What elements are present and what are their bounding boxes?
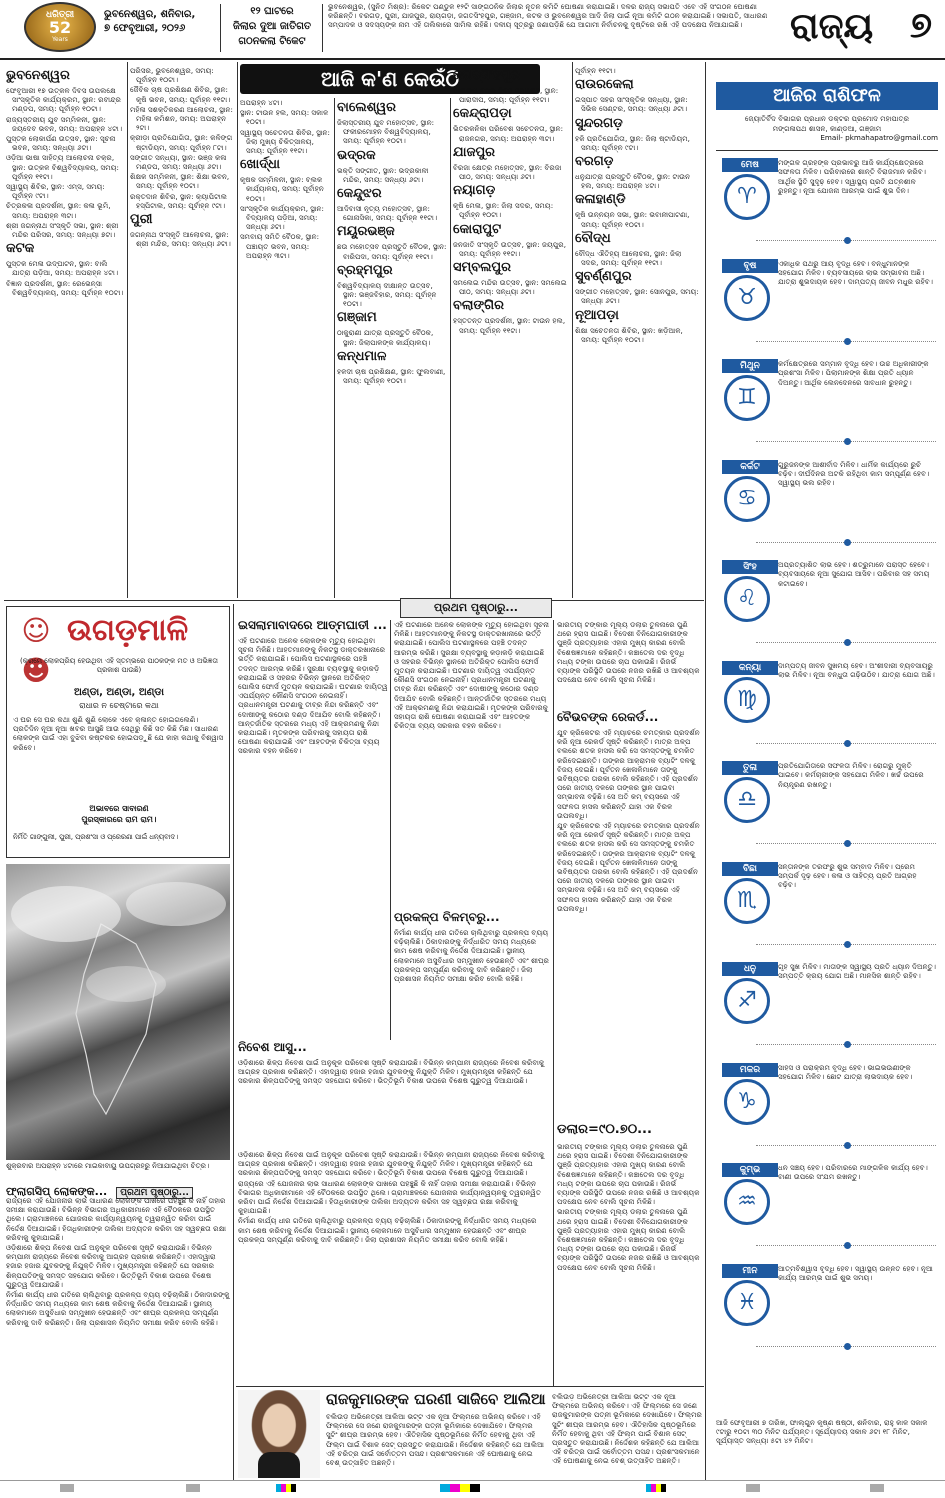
rashi-text: କର୍ମକ୍ଷେତ୍ରରେ ସମ୍ମାନ ବୃଦ୍ଧି ହେବ। ଉଚ୍ଚ ଅଧିକାରୀଙ୍କ ପ୍ରଶଂସା ମିଳିବ। ପିଲାମାନଙ୍କ ଶିକ୍ଷା ପ୍ରତି ଧ୍ୟାନ ଦିଅନ୍ତୁ। ଆର୍ଥିକ ଲେନଦେନରେ ସାବଧାନ ରୁହନ୍ତୁ।	[778, 359, 929, 387]
astrologer-info: ଜ୍ୟୋତିର୍ବିଦ ବିଭାଗର ପ୍ରଧାନ ଡକ୍ଟର ପ୍ରମୋଦ ମହାପାତ୍ର ମଙ୍ଗଳାପଥ ଶାସନ, କାଣ୍ଡଆ, ଗଞ୍ଜାମ Email- pkmahapatro@gmail.com	[744, 114, 938, 143]
events-col-2	[130, 66, 234, 596]
events-col-6	[575, 66, 699, 596]
ugadmali-box	[6, 606, 230, 858]
event-city-heading: ଭୁବନେଶ୍ୱର	[6, 68, 70, 83]
rashi-text: ସାହସ ଓ ପରାକ୍ରମ ବୃଦ୍ଧି ହେବ। ଭାଇଭଉଣୀଙ୍କ ସହଯୋଗ ମିଳିବ। ଛୋଟ ଯାତ୍ରା ଲାଭଦାୟକ ହେବ।	[778, 1062, 913, 1081]
ugadmali-signoff: ଅଭାବରେ ସାବାରଣ ପୁରସ୍କାରରେ ରାମ ରାମ।	[81, 804, 157, 824]
zodiac-icon: ♐	[724, 978, 770, 1024]
story-7-title: ରାଜକୁମାରଙ୍କ ଘରଣୀ ସାଜିବେ ଆଲିଆ	[326, 1390, 546, 1408]
event-city-heading: ସୁନ୍ଦରଗଡ଼	[575, 115, 623, 131]
event-item: ଜନଜାତି ସଂସ୍କୃତି ଉତ୍ସବ, ସ୍ଥାନ: ଜୟପୁର, ସମୟ: ପୂର୍ବାହ୍ନ ୧୧ଟା।	[453, 239, 567, 258]
rashi-name: ବିଛା	[722, 862, 778, 876]
event-item: କ୍ରୀଡ଼ା ପ୍ରତିଯୋଗିତା, ସ୍ଥାନ: କଳିଙ୍ଗ ଷ୍ଟାଡିୟମ, ସମୟ: ପୂର୍ବାହ୍ନ ୮ଟା।	[130, 133, 233, 152]
panjika: ଆଜି ଫେବୃଆରୀ ୭ ତାରିଖ, ଫାଲ୍ଗୁନ କୃଷ୍ଣ ଷଷ୍ଠୀ, ଶନିବାର, ରାହୁ କାଳ ସକାଳ ୯ଟାରୁ ୧୦ଟା ୩୦ ମିନିଟ ପର୍ଯ୍ୟନ୍ତ। ସୂର୍ଯ୍ୟୋଦୟ ସକାଳ ୬ଟା ୧୮ ମିନିଟ, ସୂର୍ଯ୍ୟାସ୍ତ ସନ୍ଧ୍ୟା ୫ଟା ୪୨ ମିନିଟ।	[716, 1418, 928, 1446]
event-item: ପୂର୍ବାହ୍ନ ୧୧ଟା।	[575, 66, 616, 75]
rashi-text: ଦାମ୍ପତ୍ୟ ଜୀବନ ସୁଖମୟ ହେବ। ଅଂଶୀଦାରୀ ବ୍ୟବସାୟରୁ ଲାଭ ମିଳିବ। ନୂଆ ବନ୍ଧୁତା ଗଢ଼ିଉଠିବ। ଯାତ୍ରା ଯୋଗ ଅଛି।	[778, 660, 935, 679]
page-number: ୭	[909, 5, 932, 46]
event-city-heading: ବରଗଡ଼	[575, 154, 614, 170]
event-item: କୃଷକ ସମ୍ମିଳନୀ, ସ୍ଥାନ: ବ୍ଲକ କାର୍ଯ୍ୟାଳୟ, ସମୟ: ପୂର୍ବାହ୍ନ ୧୦ଟା।	[240, 175, 324, 203]
masthead	[0, 0, 945, 60]
event-city-heading: ଯାଜପୁର	[453, 144, 496, 160]
rashi-name: ମକର	[722, 1063, 778, 1077]
story-1-tail: ଭାରତୀୟ ଟଙ୍କାର ମୂଲ୍ୟ ଡଲାର ତୁଳନାରେ ପୁଣି ଥରେ ହ୍ରାସ ପାଇଛି। ବିଦେଶୀ ବିନିଯୋଗକାରୀଙ୍କ ପୁଞ୍ଜି ପ୍ରତ୍ୟାହାର ଏହାର ମୁଖ୍ୟ କାରଣ ବୋଲି ବିଶେଷଜ୍ଞମାନେ କହିଛନ୍ତି। କଞ୍ଚାତେଲ ଦର ବୃଦ୍ଧି ମଧ୍ୟ ଟଙ୍କା ଉପରେ ଚାପ ପକାଉଛି। ରିଜର୍ଭ ବ୍ୟାଙ୍କ ପରିସ୍ଥିତି ଉପରେ ନଜର ରଖିଛି ଓ ଆବଶ୍ୟକ ପଦକ୍ଷେପ ନେବ ବୋଲି ସୂଚନା ମିଳିଛି।	[557, 620, 700, 685]
story-5-title: ବୈଭବଙ୍କ ରେକର୍ଡ...	[557, 710, 659, 724]
rashi-text: ଗୁରୁଜନଙ୍କ ଆଶୀର୍ବାଦ ମିଳିବ। ଧାର୍ମିକ କାର୍ଯ୍ୟରେ ରୁଚି ବଢ଼ିବ। ଦୀର୍ଘଦିନର ଅଟକି ରହିଥିବା କାମ ସମ୍ପୂର୍ଣ୍ଣ ହେବ। ସ୍ୱାସ୍ଥ୍ୟ ଭଲ ରହିବ।	[778, 459, 930, 488]
zodiac-icon: ♓	[724, 1280, 770, 1326]
event-item: ସମଲେଇ ମନ୍ଦିର ଉତ୍ସବ, ସ୍ଥାନ: ସମଲେଇ ପୀଠ, ସମୟ: ସନ୍ଧ୍ୟା ୬ଟା।	[453, 278, 567, 297]
event-item: ହଳଦୀ ଚାଷ ପ୍ରଶିକ୍ଷଣ, ସ୍ଥାନ: ଫୁଲବାଣୀ, ସମୟ: ପୂର୍ବାହ୍ନ ୧୦ଟା।	[337, 366, 446, 386]
zodiac-icon: ♏	[724, 878, 770, 924]
story-6-title: ଡଲାର=୯୦.୭୦...	[557, 1122, 652, 1137]
rashi-separator	[756, 944, 936, 946]
event-item: ହସ୍ତତନ୍ତ ପ୍ରଦର୍ଶନୀ, ସ୍ଥାନ: ଟାଉନ ହଲ, ସମୟ: ପୂର୍ବାହ୍ନ ୧୧ଟା।	[453, 316, 566, 335]
rashi-separator	[756, 441, 936, 443]
rashi-name: ମେଷ	[722, 158, 778, 172]
ugadmali-subhead: ରାଧାର ନ ଚେଷ୍ଟାରେ କଥା	[79, 701, 159, 710]
rashi-text: ଅପ୍ରତ୍ୟାଶିତ ଲାଭ ହେବ। ଶତ୍ରୁମାନେ ପରାସ୍ତ ହେବେ। ବ୍ୟବସାୟରେ ନୂଆ ସୁଯୋଗ ଆସିବ। ପରିବାର ସହ ସମୟ କଟାଇବେ।	[778, 560, 930, 588]
rashi-item	[716, 357, 938, 445]
rashi-separator	[756, 743, 936, 745]
satellite-caption: ଶୁକ୍ରବାର ଅପରାହ୍ନ ୪ଟାରେ ମାଇକାବାୟୁ ଉପଗ୍ରହରୁ ନିଆଯାଇଥିବା ଚିତ୍ର।	[6, 1162, 210, 1170]
events-banner: ଆଜି କ'ଣ କେଉଁଠି	[240, 64, 540, 94]
rashi-separator	[756, 240, 936, 242]
event-city-heading: କେନ୍ଦୁଝର	[337, 186, 382, 202]
event-item: ମହିଳା ସଶକ୍ତିକରଣ ଆଲୋଚନା, ସ୍ଥାନ: ମହିଳା କମିଶନ, ସମୟ: ଅପରାହ୍ନ ୨ଟା।	[130, 104, 233, 133]
event-city-heading: ଜଗତ୍‌ସିଂହପୁର	[453, 68, 521, 83]
event-city-heading: କଟକ	[6, 241, 35, 257]
event-city-heading: ପୁରୀ	[130, 212, 153, 228]
rashi-item	[716, 659, 938, 747]
event-city-heading: ରାଉରକେଲା	[575, 77, 634, 93]
rashi-item	[716, 558, 938, 646]
story-2-body: ରାଜ୍ୟରେ ଏହି ଯୋଜନାର ଲାଭ ସାଧାରଣ ଲୋକଙ୍କ ପାଖରେ ପହଞ୍ଚୁଛି କି ନାହିଁ ତାହାର ସମୀକ୍ଷା କରାଯାଉଛି। ବିଭିନ୍ନ ବିଭାଗର ଅଧିକାରୀମାନେ ଏହି ବୈଠକରେ ଉପସ୍ଥିତ ଥିଲେ। ଗ୍ରାମାଞ୍ଚଳରେ ଯୋଜନାର କାର୍ଯ୍ୟାନ୍ୱୟନକୁ ତ୍ୱରାନ୍ୱିତ କରିବା ପାଇଁ ନିର୍ଦ୍ଦେଶ ଦିଆଯାଇଛି। ହିତାଧିକାରୀଙ୍କ ତାଲିକା ଅଦ୍ୟତନ କରିବା ସହ ସ୍ୱଚ୍ଛତା ରକ୍ଷା କରିବାକୁ କୁହାଯାଇଛି। ଓଡ଼ିଶାରେ ଶିଳ୍ପ ନିବେଶ ପାଇଁ ଅନୁକୂଳ ପରିବେଶ ସୃଷ୍ଟି କରାଯାଉଛି। ବିଭିନ୍ନ କମ୍ପାନୀ ରାଜ୍ୟରେ ନିବେଶ କରିବାକୁ ଆଗ୍ରହ ପ୍ରକାଶ କରିଛନ୍ତି। ଏହାଦ୍ୱାରା ହଜାର ହଜାର ଯୁବକଙ୍କୁ ନିଯୁକ୍ତି ମିଳିବ। ମୁଖ୍ୟମନ୍ତ୍ରୀ କହିଛନ୍ତି ଯେ ସରକାର ଶିଳ୍ପପତିଙ୍କୁ ସମସ୍ତ ସହଯୋଗ କରିବେ। ଭିତ୍ତିଭୂମି ବିକାଶ ଉପରେ ବିଶେଷ ଗୁରୁତ୍ୱ ଦିଆଯାଉଛି। ନିର୍ମାଣ କାର୍ଯ୍ୟ ଧୀର ଗତିରେ ଚାଲିଥିବାରୁ ପ୍ରକଳ୍ପ ବ୍ୟୟ ବଢ଼ିଚାଲିଛି। ଠିକାଦାରଙ୍କୁ ନିର୍ଦ୍ଧାରିତ ସମୟ ମଧ୍ୟରେ କାମ ଶେଷ କରିବାକୁ ନିର୍ଦ୍ଦେଶ ଦିଆଯାଇଛି। ସ୍ଥାନୀୟ ଲୋକମାନେ ଅସୁବିଧାର ସମ୍ମୁଖୀନ ହେଉଛନ୍ତି ଏବଂ ଶୀଘ୍ର ପ୍ରକଳ୍ପ ସମ୍ପୂର୍ଣ୍ଣ କରିବାକୁ ଦାବି କରିଛନ୍ତି। ଜିଲା ପ୍ରଶାସନ ନିୟମିତ ସମୀକ୍ଷା କରିବ ବୋଲି କହିଛି।	[6, 1196, 230, 1327]
event-item: ଫେବୃଆରୀ ୧୭ ଉତ୍କଳ ଦିବସ ଉପଲକ୍ଷେ ସାଂସ୍କୃତିକ କାର୍ଯ୍ୟକ୍ରମ, ସ୍ଥାନ: ରବୀନ୍ଦ୍ର ମଣ୍ଡପ, ସମୟ: ପୂର୍ବାହ୍ନ ୧୦ଟା।	[6, 86, 121, 114]
zodiac-icon: ♌	[724, 576, 770, 622]
event-item: ପରିସର, ଭୁବନେଶ୍ୱର, ସମୟ: ପୂର୍ବାହ୍ନ ୧୦ଟା।	[130, 66, 214, 85]
rashi-separator	[756, 642, 936, 644]
rashi-text: ସନ୍ତାନଙ୍କ ତରଫରୁ ଶୁଭ ସମ୍ବାଦ ମିଳିବ। ପ୍ରେମ ସମ୍ପର୍କ ଦୃଢ଼ ହେବ। କଳା ଓ ସାହିତ୍ୟ ପ୍ରତି ଆଗ୍ରହ ବଢ଼ିବ।	[778, 861, 917, 890]
paper-logo: ଧରିତ୍ରୀ 52 Years	[24, 2, 96, 52]
events-col-4	[337, 98, 447, 596]
rashi-name: କୁମ୍ଭ	[722, 1163, 778, 1177]
rashi-item	[716, 860, 938, 948]
section-title: ରାଜ୍ୟ	[790, 5, 874, 47]
rashi-text: ଗୃହ ସୁଖ ମିଳିବ। ମାତାଙ୍କ ସ୍ୱାସ୍ଥ୍ୟ ପ୍ରତି ଧ୍ୟାନ ଦିଅନ୍ତୁ। ସମ୍ପତ୍ତି କ୍ରୟ ଯୋଗ ଅଛି। ମାନସିକ ଶାନ୍ତି ରହିବ।	[778, 962, 936, 981]
cartoon-faces-icon: ☺☻	[21, 614, 51, 687]
event-item: ରକ୍ତଦାନ ଶିବିର, ସ୍ଥାନ: କ୍ୟାପିଟାଲ ହସ୍ପିଟାଲ, ସମୟ: ପୂର୍ବାହ୍ନ ୯ଟା।	[130, 191, 227, 210]
event-item: ସଙ୍ଗୀତ ମହୋତ୍ସବ, ସ୍ଥାନ: ସୋନପୁର, ସମୟ: ସନ୍ଧ୍ୟା ୬ଟା।	[575, 287, 699, 306]
event-item: ଓଡ଼ିଆ ଭାଷା ସାହିତ୍ୟ ଆଲୋଚନା ଚକ୍ର, ସ୍ଥାନ: ଉତ୍କଳ ବିଶ୍ୱବିଦ୍ୟାଳୟ, ସମୟ: ପୂର୍ବାହ୍ନ ୧୧ଟା।	[6, 153, 119, 181]
event-item: ଚିତ୍ରକଳା ପ୍ରଦର୍ଶନୀ, ସ୍ଥାନ: କଳା ଭୂମି, ସମୟ: ଅପରାହ୍ନ ୩ଟା।	[6, 201, 111, 220]
event-city-heading: ନୂଆପଡ଼ା	[575, 307, 619, 323]
events-col-1	[6, 66, 124, 596]
event-item: ଇସ୍ପାତ ସହର ସାଂସ୍କୃତିକ ସନ୍ଧ୍ୟା, ସ୍ଥାନ: ସିଭିକ ସେଣ୍ଟର, ସମୟ: ସନ୍ଧ୍ୟା ୬ଟା।	[575, 95, 688, 114]
event-item: ଛଉ ମହୋତ୍ସବ ପ୍ରସ୍ତୁତି ବୈଠକ, ସ୍ଥାନ: ବାରିପଦା, ସମୟ: ପୂର୍ବାହ୍ନ ୧୧ଟା।	[337, 242, 447, 261]
event-city-heading: ସୁବର୍ଣ୍ଣପୁର	[575, 269, 632, 285]
event-item: ସ୍ୱାସ୍ଥ୍ୟ ସଚେତନତା ଶିବିର, ସ୍ଥାନ: ଜିଲା ମୁଖ୍ୟ ଚିକିତ୍ସାଳୟ, ସମୟ: ପୂର୍ବାହ୍ନ ୧୧ଟା।	[240, 127, 330, 156]
top-story: ଭୁବନେଶ୍ୱର, (ସୁନିତ ମିଶ୍ର): ରିକେଟ ପଣ୍ଡୁଳ ୧୨ଟି ସାଙ୍ଗଠନିକ ଜିଲାର ନୂତନ କମିଟି ଘୋଷଣା କରାଯାଇଛି। ଦଳର ରାଜ୍ୟ ସଭାପତି ଏବେ ଏହି ସଂଗଠନ ଘୋଷଣା କରିଛନ୍ତି। ବରଗଡ଼, ପୁରୀ, ଯାଜପୁର, ରାୟଗଡ଼ା, ଜଗତସିଂହପୁର, ଗଞ୍ଜାମ, କଟକ ଓ ଭୁବନେଶ୍ୱର ଆଦି ଜିଲା ପାଇଁ ନୂଆ କମିଟି ଗଠନ କରାଯାଇଛି। ସଭାପତି, ସାଧାରଣ ସମ୍ପାଦକ ଓ ସଦସ୍ୟଙ୍କ ନାମ ଏହି ତାଲିକାରେ ସାମିଲ ରହିଛି। ଦଳୀୟ ସୂତ୍ରରୁ ଜଣାପଡ଼ିଛି ଯେ ଆଗାମୀ ନିର୍ବାଚନକୁ ଦୃଷ୍ଟିରେ ରଖି ଏହି ପଦକ୍ଷେପ ନିଆଯାଇଛି।	[328, 2, 768, 30]
rashi-text: ମଙ୍ଗଳ ଗ୍ରହଙ୍କ ପ୍ରଭାବରୁ ଆଜି କାର୍ଯ୍ୟକ୍ଷେତ୍ରରେ ସଫଳତା ମିଳିବ। ପରିବାରରେ ଶାନ୍ତି ବିରାଜମାନ କରିବ। ଆର୍ଥିକ ସ୍ଥିତି ସୁଦୃଢ଼ ହେବ। ସ୍ୱାସ୍ଥ୍ୟ ପ୍ରତି ଯତ୍ନଶୀଳ ରୁହନ୍ତୁ। ନୂଆ ଯୋଜନା ଆରମ୍ଭ ପାଇଁ ଶୁଭ ଦିନ।	[778, 158, 926, 196]
rashi-item	[716, 759, 938, 847]
event-city-heading: ଖୋର୍ଦ୍ଧା	[240, 157, 280, 173]
event-item: ଶ୍ରୀ ଜଗନ୍ନାଥ ସଂସ୍କୃତି ସଭା, ସ୍ଥାନ: ଶ୍ରୀ ମନ୍ଦିର ପରିସର, ସମୟ: ସନ୍ଧ୍ୟା ୭ଟା।	[6, 220, 119, 240]
rashi-text: ପ୍ରତିଯୋଗିତାରେ ସଫଳତା ମିଳିବ। ରୋଗରୁ ମୁକ୍ତି ପାଇବେ। କର୍ମଚାରୀଙ୍କ ସହଯୋଗ ମିଳିବ। ଖର୍ଚ୍ଚ ଉପରେ ନିୟନ୍ତ୍ରଣ ରଖନ୍ତୁ।	[778, 761, 924, 789]
rashi-name: ଧନୁ	[722, 962, 778, 976]
rashi-separator	[756, 1346, 936, 1348]
rashi-text: ଏକାଧିକ ପଥରୁ ଆୟ ବୃଦ୍ଧି ହେବ। ବନ୍ଧୁମାନଙ୍କ ସହଯୋଗ ମିଳିବ। ବ୍ୟବସାୟରେ ଲାଭ ସମ୍ଭାବନା ଅଛି। ଯାତ୍ରା ଶୁଭଦାୟକ ହେବ। ଦାମ୍ପତ୍ୟ ଜୀବନ ମଧୁର ରହିବ।	[778, 258, 933, 287]
story-7-body-cont: ବଲିଉଡ଼ ଅଭିନେତ୍ରୀ ଆଲିଆ ଭଟ୍ଟ ଏକ ନୂଆ ଫିଲ୍ମରେ ଅଭିନୟ କରିବେ। ଏହି ଫିଲ୍ମରେ ସେ ଜଣେ ରାଜକୁମାରଙ୍କ ପତ୍ନୀ ଭୂମିକାରେ ଦେଖାଯିବେ। ଫିଲ୍ମର ସୁଟିଂ ଶୀଘ୍ର ଆରମ୍ଭ ହେବ। ଐତିହାସିକ ପୃଷ୍ଠଭୂମିରେ ନିର୍ମିତ ହେବାକୁ ଥିବା ଏହି ଫିଲ୍ମ ପାଇଁ ବିଶାଳ ସେଟ୍ ପ୍ରସ୍ତୁତ କରାଯାଉଛି। ନିର୍ଦ୍ଦେଶକ କହିଛନ୍ତି ଯେ ଆଲିଆ ଏହି ଚରିତ୍ର ପାଇଁ ସର୍ବୋତ୍ତମ ପସନ୍ଦ। ପ୍ରଶଂସକମାନେ ଏହି ଘୋଷଣାକୁ ନେଇ ବେଶ୍ ଉତ୍ସାହିତ ଅଛନ୍ତି।	[552, 1392, 702, 1466]
rashi-item	[716, 1262, 938, 1350]
story-1-body-cont: ଏହି ଘଟଣାରେ ଅନେକ ଲୋକଙ୍କ ମୃତ୍ୟୁ ହୋଇଥିବା ସୂଚନା ମିଳିଛି। ଆହତମାନଙ୍କୁ ନିକଟସ୍ଥ ଡାକ୍ତରଖାନାରେ ଭର୍ତ୍ତି କରାଯାଇଛି। ପୋଲିସ ଘଟଣାସ୍ଥଳରେ ପହଞ୍ଚି ତଦନ୍ତ ଆରମ୍ଭ କରିଛି। ସୁରକ୍ଷା ବ୍ୟବସ୍ଥାକୁ କଡ଼ାକଡ଼ି କରାଯାଇଛି ଓ ସହରର ବିଭିନ୍ନ ସ୍ଥାନରେ ଅତିରିକ୍ତ ପୋଲିସ ଫୋର୍ସ ମୁତୟନ କରାଯାଇଛି। ଘଟଣାର ଦାୟିତ୍ୱ ଏପର୍ଯ୍ୟନ୍ତ କୌଣସି ସଂଗଠନ ନେଇନାହିଁ। ପ୍ରଧାନମନ୍ତ୍ରୀ ଘଟଣାକୁ ତୀବ୍ର ନିନ୍ଦା କରିଛନ୍ତି ଏବଂ ଦୋଷୀଙ୍କୁ କଠୋର ଦଣ୍ଡ ଦିଆଯିବ ବୋଲି କହିଛନ୍ତି। ଆନ୍ତର୍ଜାତିକ ସ୍ତରରେ ମଧ୍ୟ ଏହି ଆକ୍ରମଣକୁ ନିନ୍ଦା କରାଯାଇଛି। ମୃତକଙ୍କ ପରିବାରକୁ ସହାୟତା ରାଶି ଘୋଷଣା କରାଯାଇଛି ଏବଂ ଆହତଙ୍କ ଚିକିତ୍ସା ବ୍ୟୟ ସରକାର ବହନ କରିବେ।	[394, 620, 550, 731]
story-2-continued-tag: ପ୍ରଥମ ପୃଷ୍ଠାରୁ...	[116, 1187, 193, 1199]
rashi-item	[716, 960, 938, 1048]
zodiac-icon: ♉	[724, 275, 770, 321]
event-item: କୃଷି ଉନ୍ନୟନ ସଭା, ସ୍ଥାନ: ଭବାନୀପାଟଣା, ସମୟ: ପୂର୍ବାହ୍ନ ୧୦ଟା।	[575, 210, 690, 229]
rashi-name: କନ୍ୟା	[722, 661, 778, 675]
promo-box: ୧୨ ଘାଟରେ ଜିଲାର ଦୁଆ ଜାତିଗତ ଗଠନକଲା ଟିକେଟ	[232, 6, 312, 47]
continued-banner: ପ୍ରଥମ ପୃଷ୍ଠାରୁ...	[400, 598, 552, 618]
event-item: ସ୍ଥାନ: ଟାଉନ ହଲ, ସମୟ: ସକାଳ ୧୦ଟା।	[240, 108, 329, 127]
event-city-heading: ଭଦ୍ରକ	[337, 147, 376, 163]
event-city-heading: କଳାହାଣ୍ଡି	[575, 192, 626, 208]
event-item: କୃଷି ମେଳା, ସ୍ଥାନ: ଜିଲା ସଦର, ସମୟ: ପୂର୍ବାହ୍ନ ୧୦ଟା।	[453, 201, 554, 220]
rashi-name: ତୁଳା	[722, 761, 778, 775]
rashi-separator	[756, 843, 936, 845]
rashi-text: ଧନ ସଞ୍ଚୟ ହେବ। ପରିବାରରେ ମାଙ୍ଗଳିକ କାର୍ଯ୍ୟ ହେବ। ବାଣୀ ଉପରେ ସଂଯମ ରଖନ୍ତୁ।	[778, 1163, 928, 1182]
event-city-heading: ମୟୂରଭଞ୍ଜ	[337, 224, 395, 240]
story-3-title: ପ୍ରକଳ୍ପ ବିଳମ୍ବରୁ...	[394, 910, 500, 924]
event-item: ସଙ୍ଗୀତ ସନ୍ଧ୍ୟା, ସ୍ଥାନ: ଭଞ୍ଜ କଳା ମଣ୍ଡପ, ସମୟ: ସନ୍ଧ୍ୟା ୬ଟା।	[130, 152, 227, 172]
story-1-title: ଇସଲାମାବାଦରେ ଆତ୍ମଘାତୀ ...	[238, 618, 387, 632]
event-item: ସମବାୟ ସମିତି ବୈଠକ, ସ୍ଥାନ: ପଞ୍ଚାୟତ ଭବନ, ସମୟ: ଅପରାହ୍ନ ୩ଟା।	[240, 232, 320, 260]
rashi-separator	[756, 341, 936, 343]
rashi-name: ସିଂହ	[722, 560, 778, 574]
event-item: ବିଶ୍ୱବିଦ୍ୟାଳୟ ଦୀକ୍ଷାନ୍ତ ଉତ୍ସବ, ସ୍ଥାନ: ଭଞ୍ଜବିହାର, ସମୟ: ପୂର୍ବାହ୍ନ ୧୦ଟା।	[337, 280, 437, 309]
zodiac-icon: ♒	[724, 1179, 770, 1225]
zodiac-icon: ♍	[724, 677, 770, 723]
zodiac-icon: ♊	[724, 375, 770, 421]
event-item: ପୁସ୍ତକ ଲୋକାର୍ପଣ ଉତ୍ସବ, ସ୍ଥାନ: ସୂଚନା ଭବନ, ସମୟ: ସନ୍ଧ୍ୟା ୬ଟା।	[6, 134, 116, 153]
event-item: ବିରଜା କ୍ଷେତ୍ର ମହୋତ୍ସବ, ସ୍ଥାନ: ବିରଜା ପୀଠ, ସମୟ: ସନ୍ଧ୍ୟା ୬ଟା।	[453, 162, 562, 182]
events-col-5	[453, 66, 569, 596]
event-item: ପାରାଦୀପ ବନ୍ଦର ଦିବସ ସମାରୋହ, ସ୍ଥାନ: ପାରାଦୀପ, ସମୟ: ପୂର୍ବାହ୍ନ ୧୧ଟା।	[453, 86, 559, 105]
actress-photo	[238, 1390, 320, 1478]
story-5-body: ଯୁବ କ୍ରିକେଟର ଏହି ମ୍ୟାଚରେ ଚମତ୍କାର ପ୍ରଦର୍ଶନ କରି ନୂଆ ରେକର୍ଡ ସୃଷ୍ଟି କରିଛନ୍ତି। ମାତ୍ର ଅଳ୍ପ ବଲରେ ଶତକ ହାସଲ କରି ସେ ସମସ୍ତଙ୍କୁ ଚମକିତ କରିଦେଇଛନ୍ତି। ତାଙ୍କର ଆକ୍ରାମକ ବ୍ୟାଟିଂ ଦଳକୁ ବିଜୟ ଦେଇଛି। ପୂର୍ବତନ ଖେଳାଳିମାନେ ତାଙ୍କୁ ଭବିଷ୍ୟତର ତାରକା ବୋଲି କହିଛନ୍ତି। ଏହି ପ୍ରଦର୍ଶନ ପରେ ଜାତୀୟ ଦଳରେ ତାଙ୍କର ସ୍ଥାନ ପାଇବା ସମ୍ଭାବନା ବଢ଼ିଛି। ସେ ଅତି କମ୍ ବୟସରେ ଏହି ସଫଳତା ହାସଲ କରିଛନ୍ତି ଯାହା ଏକ ବିରଳ ଉପଲବ୍ଧି। ଯୁବ କ୍ରିକେଟର ଏହି ମ୍ୟାଚରେ ଚମତ୍କାର ପ୍ରଦର୍ଶନ କରି ନୂଆ ରେକର୍ଡ ସୃଷ୍ଟି କରିଛନ୍ତି। ମାତ୍ର ଅଳ୍ପ ବଲରେ ଶତକ ହାସଲ କରି ସେ ସମସ୍ତଙ୍କୁ ଚମକିତ କରିଦେଇଛନ୍ତି। ତାଙ୍କର ଆକ୍ରାମକ ବ୍ୟାଟିଂ ଦଳକୁ ବିଜୟ ଦେଇଛି। ପୂର୍ବତନ ଖେଳାଳିମାନେ ତାଙ୍କୁ ଭବିଷ୍ୟତର ତାରକା ବୋଲି କହିଛନ୍ତି। ଏହି ପ୍ରଦର୍ଶନ ପରେ ଜାତୀୟ ଦଳରେ ତାଙ୍କର ସ୍ଥାନ ପାଇବା ସମ୍ଭାବନା ବଢ଼ିଛି। ସେ ଅତି କମ୍ ବୟସରେ ଏହି ସଫଳତା ହାସଲ କରିଛନ୍ତି ଯାହା ଏକ ବିରଳ ଉପଲବ୍ଧି।	[557, 728, 700, 913]
event-item: ସ୍ୱାସ୍ଥ୍ୟ ଶିବିର, ସ୍ଥାନ: ଏମ୍‌ସ, ସମୟ: ପୂର୍ବାହ୍ନ ୯ଟା।	[6, 182, 105, 201]
event-city-heading: କନ୍ଧମାଳ	[337, 348, 387, 364]
event-city-heading: ବ୍ରହ୍ମପୁର	[337, 262, 393, 278]
event-item: ଜିଲାସ୍ତରୀୟ ଯୁବ ମହୋତ୍ସବ, ସ୍ଥାନ: ଫକୀରମୋହନ ବିଶ୍ୱବିଦ୍ୟାଳୟ, ସମୟ: ପୂର୍ବାହ୍ନ ୧୦ଟା।	[337, 118, 435, 146]
story-1-body: ଏହି ଘଟଣାରେ ଅନେକ ଲୋକଙ୍କ ମୃତ୍ୟୁ ହୋଇଥିବା ସୂଚନା ମିଳିଛି। ଆହତମାନଙ୍କୁ ନିକଟସ୍ଥ ଡାକ୍ତରଖାନାରେ ଭର୍ତ୍ତି କରାଯାଇଛି। ପୋଲିସ ଘଟଣାସ୍ଥଳରେ ପହଞ୍ଚି ତଦନ୍ତ ଆରମ୍ଭ କରିଛି। ସୁରକ୍ଷା ବ୍ୟବସ୍ଥାକୁ କଡ଼ାକଡ଼ି କରାଯାଇଛି ଓ ସହରର ବିଭିନ୍ନ ସ୍ଥାନରେ ଅତିରିକ୍ତ ପୋଲିସ ଫୋର୍ସ ମୁତୟନ କରାଯାଇଛି। ଘଟଣାର ଦାୟିତ୍ୱ ଏପର୍ଯ୍ୟନ୍ତ କୌଣସି ସଂଗଠନ ନେଇନାହିଁ। ପ୍ରଧାନମନ୍ତ୍ରୀ ଘଟଣାକୁ ତୀବ୍ର ନିନ୍ଦା କରିଛନ୍ତି ଏବଂ ଦୋଷୀଙ୍କୁ କଠୋର ଦଣ୍ଡ ଦିଆଯିବ ବୋଲି କହିଛନ୍ତି। ଆନ୍ତର୍ଜାତିକ ସ୍ତରରେ ମଧ୍ୟ ଏହି ଆକ୍ରମଣକୁ ନିନ୍ଦା କରାଯାଇଛି। ମୃତକଙ୍କ ପରିବାରକୁ ସହାୟତା ରାଶି ଘୋଷଣା କରାଯାଇଛି ଏବଂ ଆହତଙ୍କ ଚିକିତ୍ସା ବ୍ୟୟ ସରକାର ବହନ କରିବେ।	[238, 636, 388, 756]
event-item: ଧନୁଯାତ୍ରା ପ୍ରସ୍ତୁତି ବୈଠକ, ସ୍ଥାନ: ଟାଉନ ହଲ, ସମୟ: ଅପରାହ୍ନ ୪ଟା।	[575, 172, 691, 191]
event-city-heading: ବୌଦ୍ଧ	[575, 230, 611, 246]
event-item: ରାଜ୍ୟସ୍ତରୀୟ ଯୁବ ସମ୍ମିଳନୀ, ସ୍ଥାନ: ଜୟଦେବ ଭବନ, ସମୟ: ଅପରାହ୍ନ ୪ଟା।	[6, 114, 123, 133]
event-item: ଜଗନ୍ନାଥ ସଂସ୍କୃତି ଆଲୋଚନା, ସ୍ଥାନ: ଶ୍ରୀ ମନ୍ଦିର, ସମୟ: ସନ୍ଧ୍ୟା ୬ଟା।	[130, 230, 231, 249]
event-item: ଅପରାହ୍ନ ୪ଟା।	[240, 98, 283, 107]
rashi-name: କର୍କଟ	[722, 460, 778, 474]
events-col-3	[240, 98, 332, 596]
rashi-item	[716, 156, 938, 244]
rashi-name: ବୃଷ	[722, 259, 778, 273]
event-item: ଆଦିବାସୀ ନୃତ୍ୟ ମହୋତ୍ସବ, ସ୍ଥାନ: ଗୋନାସିକା, ସମୟ: ପୂର୍ବାହ୍ନ ୧୧ଟା।	[337, 204, 438, 223]
event-city-heading: ନୟାଗଡ଼	[453, 183, 496, 199]
ugadmali-footnote: ନିର୍ମିତି ଗାଙ୍ଗୁଲୀ, ପୁରୀ, ପ୍ରଶଂସା ଓ ପ୍ରେରଣା ପାଇଁ ଧନ୍ୟବାଦ।	[13, 833, 179, 841]
rashi-separator	[756, 1044, 936, 1046]
rashi-separator	[756, 1145, 936, 1147]
rashi-item	[716, 1061, 938, 1149]
event-item: ଜୈବିକ ଚାଷ ପ୍ରଶିକ୍ଷଣ ଶିବିର, ସ୍ଥାନ: କୃଷି ଭବନ, ସମୟ: ପୂର୍ବାହ୍ନ ୧୧ଟା।	[130, 85, 231, 104]
rashi-separator	[756, 542, 936, 544]
ugadmali-subtitle: (କ୍ରମେ ଲୋକପ୍ରିୟ ହେଉଥିବା ଏହି ସ୍ତମ୍ଭରେ ପାଠକଙ୍କ ମତ ଓ ଅଭିଜ୍ଞତା ପ୍ରକାଶ ପାଉଛି)	[20, 657, 218, 674]
rashi-name: ମୀନ	[722, 1264, 778, 1278]
event-city-heading: କୋରାପୁଟ	[453, 221, 502, 237]
event-item: ଶିକ୍ଷା ସଚେତନତା ଶିବିର, ସ୍ଥାନ: ଖଡ଼ିଆଳ, ସମୟ: ପୂର୍ବାହ୍ନ ୧୦ଟା।	[575, 325, 683, 344]
event-item: ଭିତରକନିକା ପରିବେଶ ସଚେତନତା, ସ୍ଥାନ: ରାଜନଗର, ସମୟ: ଅପରାହ୍ନ ୩ଟା।	[453, 124, 564, 143]
rashi-item	[716, 458, 938, 546]
rashi-item	[716, 1161, 938, 1249]
ugadmali-title: ଉଗଡ଼ମାଳି	[67, 613, 189, 648]
rashi-text: ଆତ୍ମବିଶ୍ୱାସ ବୃଦ୍ଧି ହେବ। ସ୍ୱାସ୍ଥ୍ୟ ଉନ୍ନତ ହେବ। ନୂଆ କାର୍ଯ୍ୟ ଆରମ୍ଭ ପାଇଁ ଶୁଭ ସମୟ।	[778, 1263, 933, 1282]
event-city-heading: ଗଞ୍ଜାମ	[337, 310, 377, 326]
story-2-head	[6, 1180, 230, 1198]
zodiac-icon: ♑	[724, 1079, 770, 1125]
rashifal-banner: ଆଜିର ରାଶିଫଳ	[716, 82, 938, 110]
event-city-heading: ସମ୍ବଲପୁର	[453, 260, 511, 276]
zodiac-icon: ♎	[724, 777, 770, 823]
event-item: ବୌଦ୍ଧ ଐତିହ୍ୟ ଆଲୋଚନା, ସ୍ଥାନ: ଜିଲା ସଦର, ସମୟ: ପୂର୍ବାହ୍ନ ୧୧ଟା।	[575, 248, 682, 268]
story-4-body: ଓଡ଼ିଶାରେ ଶିଳ୍ପ ନିବେଶ ପାଇଁ ଅନୁକୂଳ ପରିବେଶ ସୃଷ୍ଟି କରାଯାଉଛି। ବିଭିନ୍ନ କମ୍ପାନୀ ରାଜ୍ୟରେ ନିବେଶ କରିବାକୁ ଆଗ୍ରହ ପ୍ରକାଶ କରିଛନ୍ତି। ଏହାଦ୍ୱାରା ହଜାର ହଜାର ଯୁବକଙ୍କୁ ନିଯୁକ୍ତି ମିଳିବ। ମୁଖ୍ୟମନ୍ତ୍ରୀ କହିଛନ୍ତି ଯେ ସରକାର ଶିଳ୍ପପତିଙ୍କୁ ସମସ୍ତ ସହଯୋଗ କରିବେ। ଭିତ୍ତିଭୂମି ବିକାଶ ଉପରେ ବିଶେଷ ଗୁରୁତ୍ୱ ଦିଆଯାଉଛି।	[238, 1058, 545, 1086]
ugadmali-headline: ଅଣ୍ଡା, ଅଣ୍ଡା, ଅଣ୍ଡା	[74, 687, 164, 698]
story-3-body: ନିର୍ମାଣ କାର୍ଯ୍ୟ ଧୀର ଗତିରେ ଚାଲିଥିବାରୁ ପ୍ରକଳ୍ପ ବ୍ୟୟ ବଢ଼ିଚାଲିଛି। ଠିକାଦାରଙ୍କୁ ନିର୍ଦ୍ଧାରିତ ସମୟ ମଧ୍ୟରେ କାମ ଶେଷ କରିବାକୁ ନିର୍ଦ୍ଦେଶ ଦିଆଯାଇଛି। ସ୍ଥାନୀୟ ଲୋକମାନେ ଅସୁବିଧାର ସମ୍ମୁଖୀନ ହେଉଛନ୍ତି ଏବଂ ଶୀଘ୍ର ପ୍ରକଳ୍ପ ସମ୍ପୂର୍ଣ୍ଣ କରିବାକୁ ଦାବି କରିଛନ୍ତି। ଜିଲା ପ୍ରଶାସନ ନିୟମିତ ସମୀକ୍ଷା କରିବ ବୋଲି କହିଛି।	[394, 928, 549, 984]
ugadmali-body: ଏ ଘର ସେ ଘର କଥା ଶୁଣି ଶୁଣି ଲୋକେ ଏବେ କ୍ଳାନ୍ତ ହୋଇଗଲେଣି। ପ୍ରତିଦିନ ନୂଆ ନୂଆ ଖବର ଆସୁଛି ଆଉ ସେଥିରୁ କିଛି ସତ କିଛି ମିଛ। ସାଧାରଣ ଲୋକଙ୍କ ପାଇଁ ଏହା ବୁଝିବା କଷ୍ଟକର ହୋଇପଡ଼ୁଛି ଯେ କାହା କଥାକୁ ବିଶ୍ୱାସ କରିବେ।	[13, 715, 224, 752]
event-item: ହକି ପ୍ରତିଯୋଗିତା, ସ୍ଥାନ: ଜିଲା ଷ୍ଟାଡିୟମ, ସମୟ: ପୂର୍ବାହ୍ନ ୯ଟା।	[575, 133, 690, 152]
rashi-name: ମିଥୁନ	[722, 359, 778, 373]
story-2-title: ଫ୍ଲାଗସିପ୍ ଲୋକଙ୍କ...	[6, 1185, 108, 1198]
event-item: ପୁସ୍ତକ ମେଳା ଉଦ୍‌ଘାଟନ, ସ୍ଥାନ: ବାଲି ଯାତ୍ରା ପଡ଼ିଆ, ସମୟ: ଅପରାହ୍ନ ୪ଟା।	[6, 259, 119, 278]
event-item: ଭକ୍ତି ସଙ୍ଗୀତ, ସ୍ଥାନ: ଭଦ୍ରକାଳୀ ମନ୍ଦିର, ସମୟ: ସନ୍ଧ୍ୟା ୬ଟା।	[337, 165, 429, 184]
rashi-separator	[756, 1245, 936, 1247]
page-section-head	[790, 4, 940, 50]
story-7-body: ବଲିଉଡ଼ ଅଭିନେତ୍ରୀ ଆଲିଆ ଭଟ୍ଟ ଏକ ନୂଆ ଫିଲ୍ମରେ ଅଭିନୟ କରିବେ। ଏହି ଫିଲ୍ମରେ ସେ ଜଣେ ରାଜକୁମାରଙ୍କ ପତ୍ନୀ ଭୂମିକାରେ ଦେଖାଯିବେ। ଫିଲ୍ମର ସୁଟିଂ ଶୀଘ୍ର ଆରମ୍ଭ ହେବ। ଐତିହାସିକ ପୃଷ୍ଠଭୂମିରେ ନିର୍ମିତ ହେବାକୁ ଥିବା ଏହି ଫିଲ୍ମ ପାଇଁ ବିଶାଳ ସେଟ୍ ପ୍ରସ୍ତୁତ କରାଯାଉଛି। ନିର୍ଦ୍ଦେଶକ କହିଛନ୍ତି ଯେ ଆଲିଆ ଏହି ଚରିତ୍ର ପାଇଁ ସର୍ବୋତ୍ତମ ପସନ୍ଦ। ପ୍ରଶଂସକମାନେ ଏହି ଘୋଷଣାକୁ ନେଇ ବେଶ୍ ଉତ୍ସାହିତ ଅଛନ୍ତି।	[326, 1412, 545, 1468]
story-4-body-cont: ଓଡ଼ିଶାରେ ଶିଳ୍ପ ନିବେଶ ପାଇଁ ଅନୁକୂଳ ପରିବେଶ ସୃଷ୍ଟି କରାଯାଉଛି। ବିଭିନ୍ନ କମ୍ପାନୀ ରାଜ୍ୟରେ ନିବେଶ କରିବାକୁ ଆଗ୍ରହ ପ୍ରକାଶ କରିଛନ୍ତି। ଏହାଦ୍ୱାରା ହଜାର ହଜାର ଯୁବକଙ୍କୁ ନିଯୁକ୍ତି ମିଳିବ। ମୁଖ୍ୟମନ୍ତ୍ରୀ କହିଛନ୍ତି ଯେ ସରକାର ଶିଳ୍ପପତିଙ୍କୁ ସମସ୍ତ ସହଯୋଗ କରିବେ। ଭିତ୍ତିଭୂମି ବିକାଶ ଉପରେ ବିଶେଷ ଗୁରୁତ୍ୱ ଦିଆଯାଉଛି। ରାଜ୍ୟରେ ଏହି ଯୋଜନାର ଲାଭ ସାଧାରଣ ଲୋକଙ୍କ ପାଖରେ ପହଞ୍ଚୁଛି କି ନାହିଁ ତାହାର ସମୀକ୍ଷା କରାଯାଉଛି। ବିଭିନ୍ନ ବିଭାଗର ଅଧିକାରୀମାନେ ଏହି ବୈଠକରେ ଉପସ୍ଥିତ ଥିଲେ। ଗ୍ରାମାଞ୍ଚଳରେ ଯୋଜନାର କାର୍ଯ୍ୟାନ୍ୱୟନକୁ ତ୍ୱରାନ୍ୱିତ କରିବା ପାଇଁ ନିର୍ଦ୍ଦେଶ ଦିଆଯାଇଛି। ହିତାଧିକାରୀଙ୍କ ତାଲିକା ଅଦ୍ୟତନ କରିବା ସହ ସ୍ୱଚ୍ଛତା ରକ୍ଷା କରିବାକୁ କୁହାଯାଇଛି। ନିର୍ମାଣ କାର୍ଯ୍ୟ ଧୀର ଗତିରେ ଚାଲିଥିବାରୁ ପ୍ରକଳ୍ପ ବ୍ୟୟ ବଢ଼ିଚାଲିଛି। ଠିକାଦାରଙ୍କୁ ନିର୍ଦ୍ଧାରିତ ସମୟ ମଧ୍ୟରେ କାମ ଶେଷ କରିବାକୁ ନିର୍ଦ୍ଦେଶ ଦିଆଯାଇଛି। ସ୍ଥାନୀୟ ଲୋକମାନେ ଅସୁବିଧାର ସମ୍ମୁଖୀନ ହେଉଛନ୍ତି ଏବଂ ଶୀଘ୍ର ପ୍ରକଳ୍ପ ସମ୍ପୂର୍ଣ୍ଣ କରିବାକୁ ଦାବି କରିଛନ୍ତି। ଜିଲା ପ୍ରଶାସନ ନିୟମିତ ସମୀକ୍ଷା କରିବ ବୋଲି କହିଛି।	[238, 1150, 545, 1244]
story-6-body: ଭାରତୀୟ ଟଙ୍କାର ମୂଲ୍ୟ ଡଲାର ତୁଳନାରେ ପୁଣି ଥରେ ହ୍ରାସ ପାଇଛି। ବିଦେଶୀ ବିନିଯୋଗକାରୀଙ୍କ ପୁଞ୍ଜି ପ୍ରତ୍ୟାହାର ଏହାର ମୁଖ୍ୟ କାରଣ ବୋଲି ବିଶେଷଜ୍ଞମାନେ କହିଛନ୍ତି। କଞ୍ଚାତେଲ ଦର ବୃଦ୍ଧି ମଧ୍ୟ ଟଙ୍କା ଉପରେ ଚାପ ପକାଉଛି। ରିଜର୍ଭ ବ୍ୟାଙ୍କ ପରିସ୍ଥିତି ଉପରେ ନଜର ରଖିଛି ଓ ଆବଶ୍ୟକ ପଦକ୍ଷେପ ନେବ ବୋଲି ସୂଚନା ମିଳିଛି। ଭାରତୀୟ ଟଙ୍କାର ମୂଲ୍ୟ ଡଲାର ତୁଳନାରେ ପୁଣି ଥରେ ହ୍ରାସ ପାଇଛି। ବିଦେଶୀ ବିନିଯୋଗକାରୀଙ୍କ ପୁଞ୍ଜି ପ୍ରତ୍ୟାହାର ଏହାର ମୁଖ୍ୟ କାରଣ ବୋଲି ବିଶେଷଜ୍ଞମାନେ କହିଛନ୍ତି। କଞ୍ଚାତେଲ ଦର ବୃଦ୍ଧି ମଧ୍ୟ ଟଙ୍କା ଉପରେ ଚାପ ପକାଉଛି। ରିଜର୍ଭ ବ୍ୟାଙ୍କ ପରିସ୍ଥିତି ଉପରେ ନଜର ରଖିଛି ଓ ଆବଶ୍ୟକ ପଦକ୍ଷେପ ନେବ ବୋଲି ସୂଚନା ମିଳିଛି।	[557, 1142, 700, 1272]
story-4-title: ନିବେଶ ଆସୁ...	[238, 1040, 307, 1054]
event-city-heading: କେନ୍ଦ୍ରାପଡ଼ା	[453, 106, 512, 122]
zodiac-icon: ♈	[724, 174, 770, 220]
event-city-heading: ବାଲେଶ୍ୱର	[337, 100, 396, 115]
event-item: ବିଜ୍ଞାନ ପ୍ରଦର୍ଶନୀ, ସ୍ଥାନ: ରେଭେନ୍ସା ବିଶ୍ୱବିଦ୍ୟାଳୟ, ସମୟ: ପୂର୍ବାହ୍ନ ୧୦ଟା।	[6, 278, 124, 297]
event-item: ସାଂସ୍କୃତିକ କାର୍ଯ୍ୟକ୍ରମ, ସ୍ଥାନ: ବିଦ୍ୟାଳୟ ପଡ଼ିଆ, ସମୟ: ସନ୍ଧ୍ୟା ୬ଟା।	[240, 203, 324, 232]
dateline: ଭୁବନେଶ୍ୱର, ଶନିବାର, ୭ ଫେବୃଆରୀ, ୨୦୨୬	[104, 9, 196, 34]
event-item: ଶିକ୍ଷକ ସମ୍ମିଳନୀ, ସ୍ଥାନ: ଶିକ୍ଷା ଭବନ, ସମୟ: ପୂର୍ବାହ୍ନ ୧୦ଟା।	[130, 172, 230, 191]
rashi-item	[716, 257, 938, 345]
satellite-image	[6, 864, 230, 1160]
event-item: ଠାକୁରାଣୀ ଯାତ୍ରା ପ୍ରସ୍ତୁତି ବୈଠକ, ସ୍ଥାନ: ଜିଲାପାଳଙ୍କ କାର୍ଯ୍ୟାଳୟ।	[337, 328, 434, 347]
zodiac-icon: ♋	[724, 476, 770, 522]
event-city-heading: ବଲାଙ୍ଗିର	[453, 298, 505, 314]
